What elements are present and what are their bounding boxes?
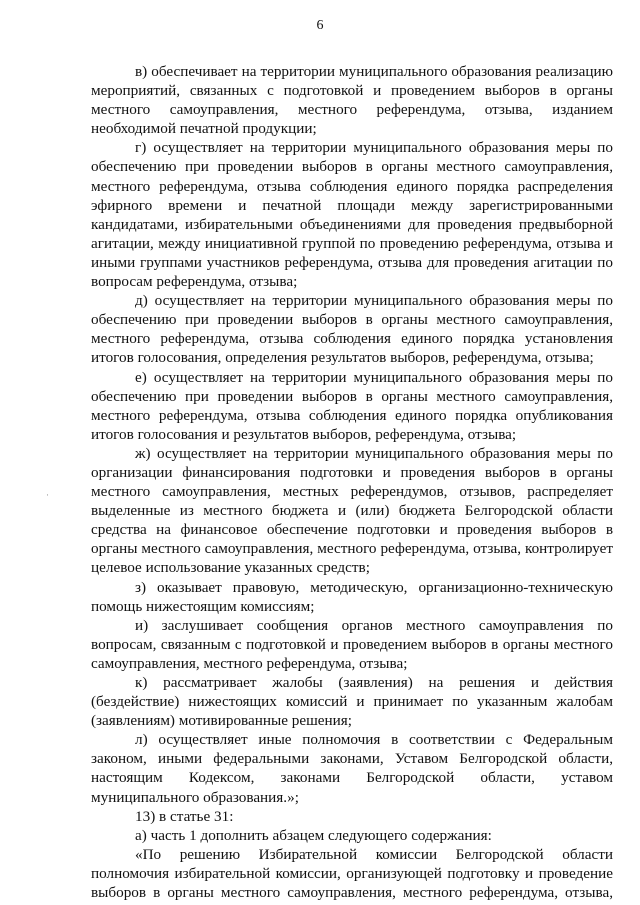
paragraph-d: д) осуществляет на территории муниципального образования меры по обеспечению при проведении выборов в органы местного самоуправления, местного референдума, отзыва соблюдения единого порядка установления итогов голосования, определения результатов выборов, референдума, отзыва;: [91, 292, 613, 367]
page-number: 6: [316, 18, 324, 33]
paragraph-zh: ж) осуществляет на территории муниципального образования меры по организации финансирования подготовки и проведения выборов в органы местного самоуправления, местных референдумов, отзывов, распределяет выделенные из местного бюджета и (или) бюджета Белгородской области средства на финансовое обеспечение подготовки и проведения выборов в органы местного самоуправления, местного референдума, отзыва, контролирует целевое использование указанных средств;: [91, 444, 613, 577]
item-13-a: а) часть 1 дополнить абзацем следующего содержания:: [135, 826, 492, 844]
paragraph-i: и) заслушивает сообщения органов местного самоуправления по вопросам, связанным с подготовкой и проведением выборов в органы местного самоуправления, местного референдума, отзыва;: [91, 616, 613, 672]
paragraph-k: к) рассматривает жалобы (заявления) на решения и действия (бездействие) нижестоящих комиссий и принимает по указанным жалобам (заявлениям) мотивированные решения;: [91, 674, 613, 730]
paragraph-g: г) осуществляет на территории муниципального образования меры по обеспечению при проведении выборов в органы местного самоуправления, местного референдума, отзыва соблюдения единого порядка распределения эфирного времени и печатной площади между зарегистрированными кандидатами, избирательными объединениями для проведения предвыборной агитации, между инициативной группой по проведению референдума, отзыва и иными группами участников референдума, отзыва для проведения агитации по вопросам референдума, отзыва;: [91, 139, 613, 291]
scan-mark: ·: [46, 490, 49, 500]
document-body: [91, 62, 613, 902]
item-13: 13) в статье 31:: [135, 807, 234, 825]
paragraph-z: з) оказывает правовую, методическую, организационно-техническую помощь нижестоящим комиссиям;: [91, 578, 613, 615]
quoted-paragraph: «По решению Избирательной комиссии Белгородской области полномочия избирательной комиссии, организующей подготовку и проведение выборов в органы местного самоуправления, местного референдума, отзыва,: [91, 845, 613, 902]
paragraph-l: л) осуществляет иные полномочия в соответствии с Федеральным законом, иными федеральными законами, Уставом Белгородской области, настоящим Кодексом, законами Белгородской области, уставом муниципального образования.»;: [91, 731, 613, 806]
paragraph-e: е) осуществляет на территории муниципального образования меры по обеспечению при проведении выборов в органы местного самоуправления, местного референдума, отзыва соблюдения единого порядка опубликования итогов голосования и результатов выборов, референдума, отзыва;: [91, 368, 613, 443]
paragraph-v: в) обеспечивает на территории муниципального образования реализацию мероприятий, связанных с подготовкой и проведением выборов в органы местного самоуправления, местного референдума, отзыва, изданием необходимой печатной продукции;: [91, 63, 613, 138]
